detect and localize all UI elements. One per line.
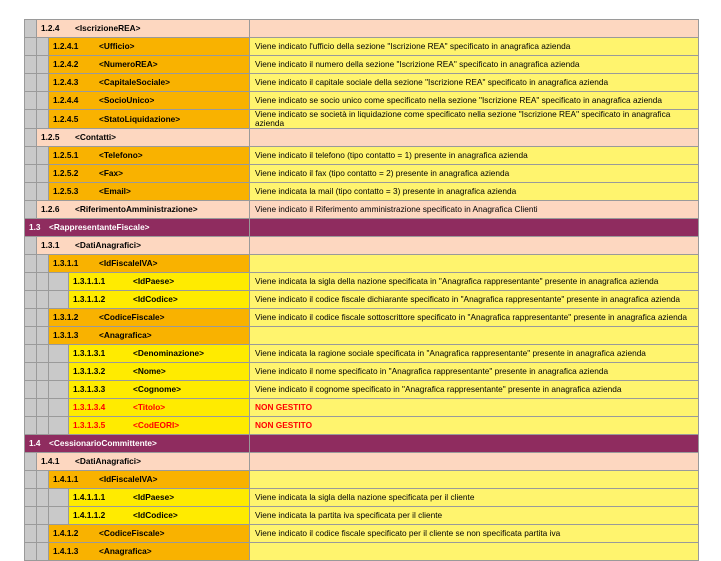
indent-cell [37,525,49,543]
indent-cell [25,255,37,273]
indent-cell [25,489,37,507]
indent-cell [37,471,49,489]
field-description: Viene indicata la sigla della nazione specificata in "Anagrafica rappresentante" presente in anagrafica azienda [250,273,699,291]
indent-cell [25,165,37,183]
field-name-cell [49,110,250,129]
field-name-cell [49,183,250,201]
field-xml-tag: <Denominazione> [133,348,205,358]
indent-cell [25,38,37,56]
field-number: 1.4.1.1.2 [73,510,106,520]
field-number: 1.4.1.3 [53,546,79,556]
field-name-cell [37,201,250,219]
field-name-cell [69,417,250,435]
indent-cell [37,543,49,561]
field-description: Viene indicato il telefono (tipo contatto = 1) presente in anagrafica azienda [250,147,699,165]
field-name-cell [69,399,250,417]
field-number: 1.2.4.3 [53,77,79,87]
field-xml-tag: <RiferimentoAmministrazione> [75,204,198,214]
field-description: Viene indicato il codice fiscale sottoscrittore specificato in "Anagrafica rappresentante" presente in anagrafica azienda [250,309,699,327]
indent-cell [25,309,37,327]
field-number: 1.3.1.3.3 [73,384,106,394]
field-name-cell [69,381,250,399]
field-number: 1.4 [29,438,41,448]
table-body [25,20,699,561]
field-description [250,129,699,147]
indent-cell [25,417,37,435]
field-number: 1.4.1.2 [53,528,79,538]
field-xml-tag: <Nome> [133,366,166,376]
field-xml-tag: <Fax> [99,168,123,178]
field-xml-tag: <SocioUnico> [99,95,155,105]
field-number: 1.2.4.4 [53,95,79,105]
field-number: 1.3.1.3.4 [73,402,106,412]
field-xml-tag: <IdPaese> [133,492,175,502]
indent-cell [49,273,69,291]
field-description [250,219,699,237]
field-description [250,327,699,345]
indent-cell [25,381,37,399]
field-xml-tag: <IscrizioneREA> [75,23,141,33]
table-row [25,38,699,56]
indent-cell [37,363,49,381]
field-description: Viene indicato il fax (tipo contatto = 2) presente in anagrafica azienda [250,165,699,183]
indent-cell [25,507,37,525]
field-xml-tag: <CodiceFiscale> [99,312,165,322]
table-row [25,129,699,147]
table-row [25,381,699,399]
indent-cell [37,183,49,201]
field-number: 1.2.5 [41,132,60,142]
indent-cell [37,291,49,309]
table-row [25,183,699,201]
not-managed-label: NON GESTITO [250,417,699,435]
field-name-cell [49,309,250,327]
indent-cell [37,56,49,74]
field-name-cell [49,327,250,345]
field-number: 1.3.1.1.2 [73,294,106,304]
field-description [250,471,699,489]
indent-cell [25,183,37,201]
field-xml-tag: <DatiAnagrafici> [75,240,141,250]
indent-cell [49,363,69,381]
field-name-cell [69,489,250,507]
table-row [25,255,699,273]
field-number: 1.3.1 [41,240,60,250]
field-name-cell [37,20,250,38]
table-row [25,453,699,471]
indent-cell [37,74,49,92]
indent-cell [37,92,49,110]
field-name-cell [49,147,250,165]
field-name-cell [49,74,250,92]
field-number: 1.4.1 [41,456,60,466]
field-description: Viene indicata la partita iva specificata per il cliente [250,507,699,525]
table-row [25,543,699,561]
field-xml-tag: <Cognome> [133,384,181,394]
field-name-cell [49,165,250,183]
field-number: 1.3.1.3.2 [73,366,106,376]
field-name-cell [49,56,250,74]
field-name-cell [37,129,250,147]
indent-cell [49,291,69,309]
indent-cell [37,165,49,183]
field-name-cell [69,363,250,381]
indent-cell [25,110,37,129]
indent-cell [37,147,49,165]
indent-cell [25,56,37,74]
field-xml-tag: <StatoLiquidazione> [99,113,181,124]
table-row [25,507,699,525]
indent-cell [37,417,49,435]
table-row [25,291,699,309]
table-row [25,489,699,507]
field-description: Viene indicato il Riferimento amministrazione specificato in Anagrafica Clienti [250,201,699,219]
field-name-cell [49,38,250,56]
field-description: Viene indicato il nome specificato in "Anagrafica rappresentante" presente in anagrafica azienda [250,363,699,381]
indent-cell [37,489,49,507]
table-row [25,237,699,255]
field-xml-tag: <CessionarioCommittente> [49,438,157,448]
indent-cell [25,201,37,219]
table-row [25,56,699,74]
indent-cell [25,20,37,38]
field-number: 1.2.4.2 [53,59,79,69]
indent-cell [49,507,69,525]
indent-cell [25,543,37,561]
indent-cell [25,147,37,165]
field-name-cell [25,219,250,237]
field-number: 1.3.1.1.1 [73,276,106,286]
indent-cell [49,345,69,363]
field-xml-tag: <IdCodice> [133,510,178,520]
field-description [250,20,699,38]
indent-cell [25,92,37,110]
field-description: Viene indicata la sigla della nazione specificata per il cliente [250,489,699,507]
table-row [25,327,699,345]
field-name-cell [49,525,250,543]
field-number: 1.4.1.1.1 [73,492,106,502]
field-number: 1.2.4 [41,23,60,33]
indent-cell [37,507,49,525]
field-name-cell [49,471,250,489]
field-xml-tag: <Titolo> [133,402,166,412]
indent-cell [37,255,49,273]
field-xml-tag: <IdPaese> [133,276,175,286]
field-description: Viene indicato il codice fiscale specificato per il cliente se non specificata partita iva [250,525,699,543]
field-name-cell [25,435,250,453]
field-xml-tag: <CodEORI> [133,420,180,430]
indent-cell [25,525,37,543]
field-xml-tag: <RappresentanteFiscale> [49,222,150,232]
table-row [25,525,699,543]
indent-cell [25,237,37,255]
indent-cell [37,38,49,56]
field-xml-tag: <Email> [99,186,131,196]
indent-cell [25,273,37,291]
field-xml-tag: <Contatti> [75,132,117,142]
field-number: 1.3.1.1 [53,258,79,268]
field-xml-tag: <CodiceFiscale> [99,528,165,538]
field-description: Viene indicato il codice fiscale dichiarante specificato in "Anagrafica rappresentante" presente in anagrafica azienda [250,291,699,309]
indent-cell [25,327,37,345]
field-description [250,435,699,453]
field-xml-tag: <IdCodice> [133,294,178,304]
not-managed-label: NON GESTITO [250,399,699,417]
field-name-cell [37,453,250,471]
field-number: 1.3.1.2 [53,312,79,322]
field-xml-tag: <Anagrafica> [99,330,152,340]
field-name-cell [49,543,250,561]
field-number: 1.2.5.1 [53,150,79,160]
indent-cell [25,345,37,363]
field-description [250,543,699,561]
indent-cell [25,399,37,417]
indent-cell [49,399,69,417]
indent-cell [25,129,37,147]
table-row [25,110,699,129]
field-number: 1.2.6 [41,204,60,214]
field-xml-tag: <NumeroREA> [99,59,158,69]
indent-cell [49,489,69,507]
table-row [25,219,699,237]
indent-cell [49,417,69,435]
indent-cell [37,327,49,345]
indent-cell [25,471,37,489]
field-number: 1.4.1.1 [53,474,79,484]
table-row [25,471,699,489]
field-number: 1.3.1.3.5 [73,420,106,430]
indent-cell [37,273,49,291]
table-row [25,74,699,92]
field-number: 1.2.5.2 [53,168,79,178]
indent-cell [49,381,69,399]
indent-cell [37,399,49,417]
indent-cell [37,309,49,327]
table-row [25,363,699,381]
indent-cell [25,74,37,92]
field-xml-tag: <Ufficio> [99,41,135,51]
field-number: 1.2.5.3 [53,186,79,196]
table-row [25,147,699,165]
field-xml-tag: <Anagrafica> [99,546,152,556]
table-row [25,399,699,417]
table-row [25,309,699,327]
indent-cell [25,291,37,309]
field-description [250,237,699,255]
field-xml-tag: <CapitaleSociale> [99,77,171,87]
field-name-cell [69,507,250,525]
indent-cell [37,345,49,363]
field-xml-tag: <IdFiscaleIVA> [99,258,158,268]
table-row [25,20,699,38]
table-row [25,273,699,291]
field-xml-tag: <IdFiscaleIVA> [99,474,158,484]
table-row [25,165,699,183]
fattura-elettronica-field-table [24,19,699,561]
field-name-cell [69,345,250,363]
indent-cell [25,453,37,471]
field-description: Viene indicato il numero della sezione "Iscrizione REA" specificato in anagrafica azienda [250,56,699,74]
field-number: 1.3 [29,222,41,232]
field-description: Viene indicato l'ufficio della sezione "Iscrizione REA" specificato in anagrafica azienda [250,38,699,56]
field-description: Viene indicato il cognome specificato in "Anagrafica rappresentante" presente in anagrafica azienda [250,381,699,399]
table-row [25,435,699,453]
indent-cell [37,110,49,129]
field-name-cell [69,291,250,309]
field-name-cell [49,255,250,273]
table-row [25,201,699,219]
table-row [25,92,699,110]
field-number: 1.3.1.3 [53,330,79,340]
table-row [25,417,699,435]
field-name-cell [49,92,250,110]
field-number: 1.2.4.5 [53,113,79,124]
field-description: Viene indicata la ragione sociale specificata in "Anagrafica rappresentante" presente in anagrafica azienda [250,345,699,363]
field-xml-tag: <Telefono> [99,150,143,160]
field-name-cell [69,273,250,291]
field-description [250,453,699,471]
table-row [25,345,699,363]
indent-cell [37,381,49,399]
field-description: Viene indicato se società in liquidazione come specificato nella sezione "Iscrizione REA" specificato in anagrafica azienda [250,110,699,129]
field-number: 1.2.4.1 [53,41,79,51]
field-number: 1.3.1.3.1 [73,348,106,358]
field-name-cell [37,237,250,255]
field-description: Viene indicata la mail (tipo contatto = 3) presente in anagrafica azienda [250,183,699,201]
indent-cell [25,363,37,381]
field-description: Viene indicato se socio unico come specificato nella sezione "Iscrizione REA" specificato in anagrafica azienda [250,92,699,110]
field-description [250,255,699,273]
field-description: Viene indicato il capitale sociale della sezione "Iscrizione REA" specificato in anagrafica azienda [250,74,699,92]
field-xml-tag: <DatiAnagrafici> [75,456,141,466]
